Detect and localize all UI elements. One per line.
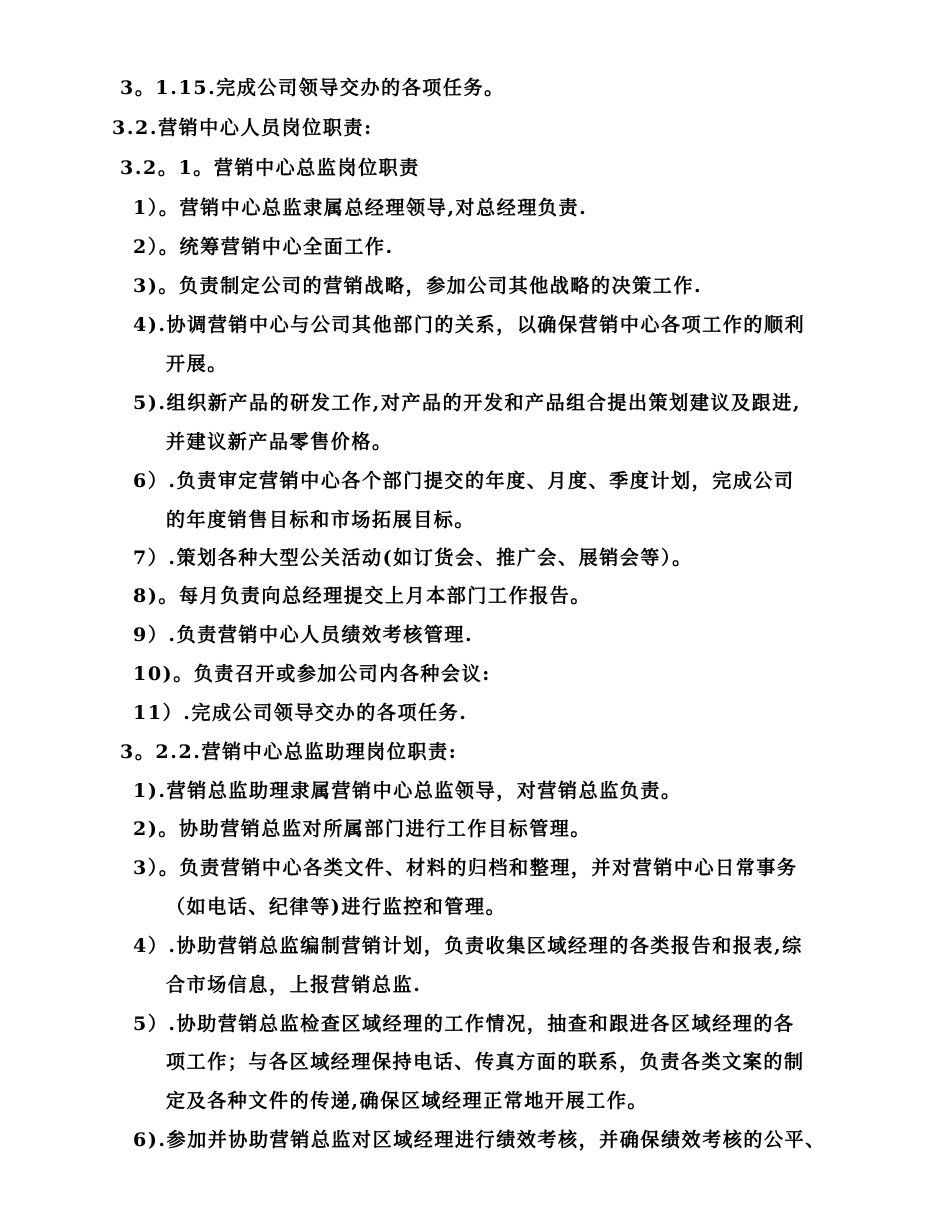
text-line-continuation: （如电话、纪律等)进行监控和管理。 <box>166 896 507 918</box>
section-heading: 3.2.营销中心人员岗位职责: <box>112 117 373 139</box>
text-line-continuation: 项工作；与各区域经理保持电话、传真方面的联系，负责各类文案的制 <box>166 1051 805 1073</box>
text-line-continuation: 并建议新产品零售价格。 <box>166 431 393 453</box>
text-line: 3）。负责营销中心各类文件、材料的归档和整理，并对营销中心日常事务 <box>133 857 798 879</box>
text-line: 4）.协助营销总监编制营销计划，负责收集区域经理的各类报告和报表,综 <box>133 935 803 957</box>
text-line: 1).营销总监助理隶属营销中心总监领导，对营销总监负责。 <box>133 780 682 802</box>
subsection-heading: 3.2。1。营销中心总监岗位职责 <box>120 157 420 179</box>
text-line: 9）.负责营销中心人员绩效考核管理. <box>133 624 474 646</box>
text-line: 8)。每月负责向总经理提交上月本部门工作报告。 <box>133 585 592 607</box>
text-line: 3。1.15.完成公司领导交办的各项任务。 <box>120 77 505 99</box>
text-line: 1）。营销中心总监隶属总经理领导,对总经理负责. <box>133 197 588 219</box>
text-line: 4).协调营销中心与公司其他部门的关系，以确保营销中心各项工作的顺利 <box>133 314 806 336</box>
text-line: 11）.完成公司领导交办的各项任务. <box>133 702 468 724</box>
text-line-continuation: 合市场信息，上报营销总监. <box>166 974 422 996</box>
subsection-heading: 3。2.2.营销中心总监助理岗位职责: <box>120 741 458 763</box>
text-line: 6）.负责审定营销中心各个部门提交的年度、月度、季度计划，完成公司 <box>133 470 795 492</box>
text-line: 6).参加并协助营销总监对区域经理进行绩效考核，并确保绩效考核的公平、 <box>133 1129 826 1151</box>
text-line-continuation: 开展。 <box>166 353 228 375</box>
text-line: 7）.策划各种大型公关活动(如订货会、推广会、展销会等）。 <box>133 547 693 569</box>
text-line: 5）.协助营销总监检查区域经理的工作情况，抽查和跟进各区域经理的各 <box>133 1013 795 1035</box>
text-line-continuation: 定及各种文件的传递,确保区域经理正常地开展工作。 <box>166 1090 649 1112</box>
text-line: 2)。协助营销总监对所属部门进行工作目标管理。 <box>133 818 592 840</box>
text-line: 10)。负责召开或参加公司内各种会议: <box>133 663 491 685</box>
text-line: 5).组织新产品的研发工作,对产品的开发和产品组合提出策划建议及跟进, <box>133 392 802 414</box>
text-line: 3)。负责制定公司的营销战略，参加公司其他战略的决策工作. <box>133 275 703 297</box>
text-line-continuation: 的年度销售目标和市场拓展目标。 <box>166 509 476 531</box>
text-line: 2）。统筹营销中心全面工作. <box>133 236 394 258</box>
